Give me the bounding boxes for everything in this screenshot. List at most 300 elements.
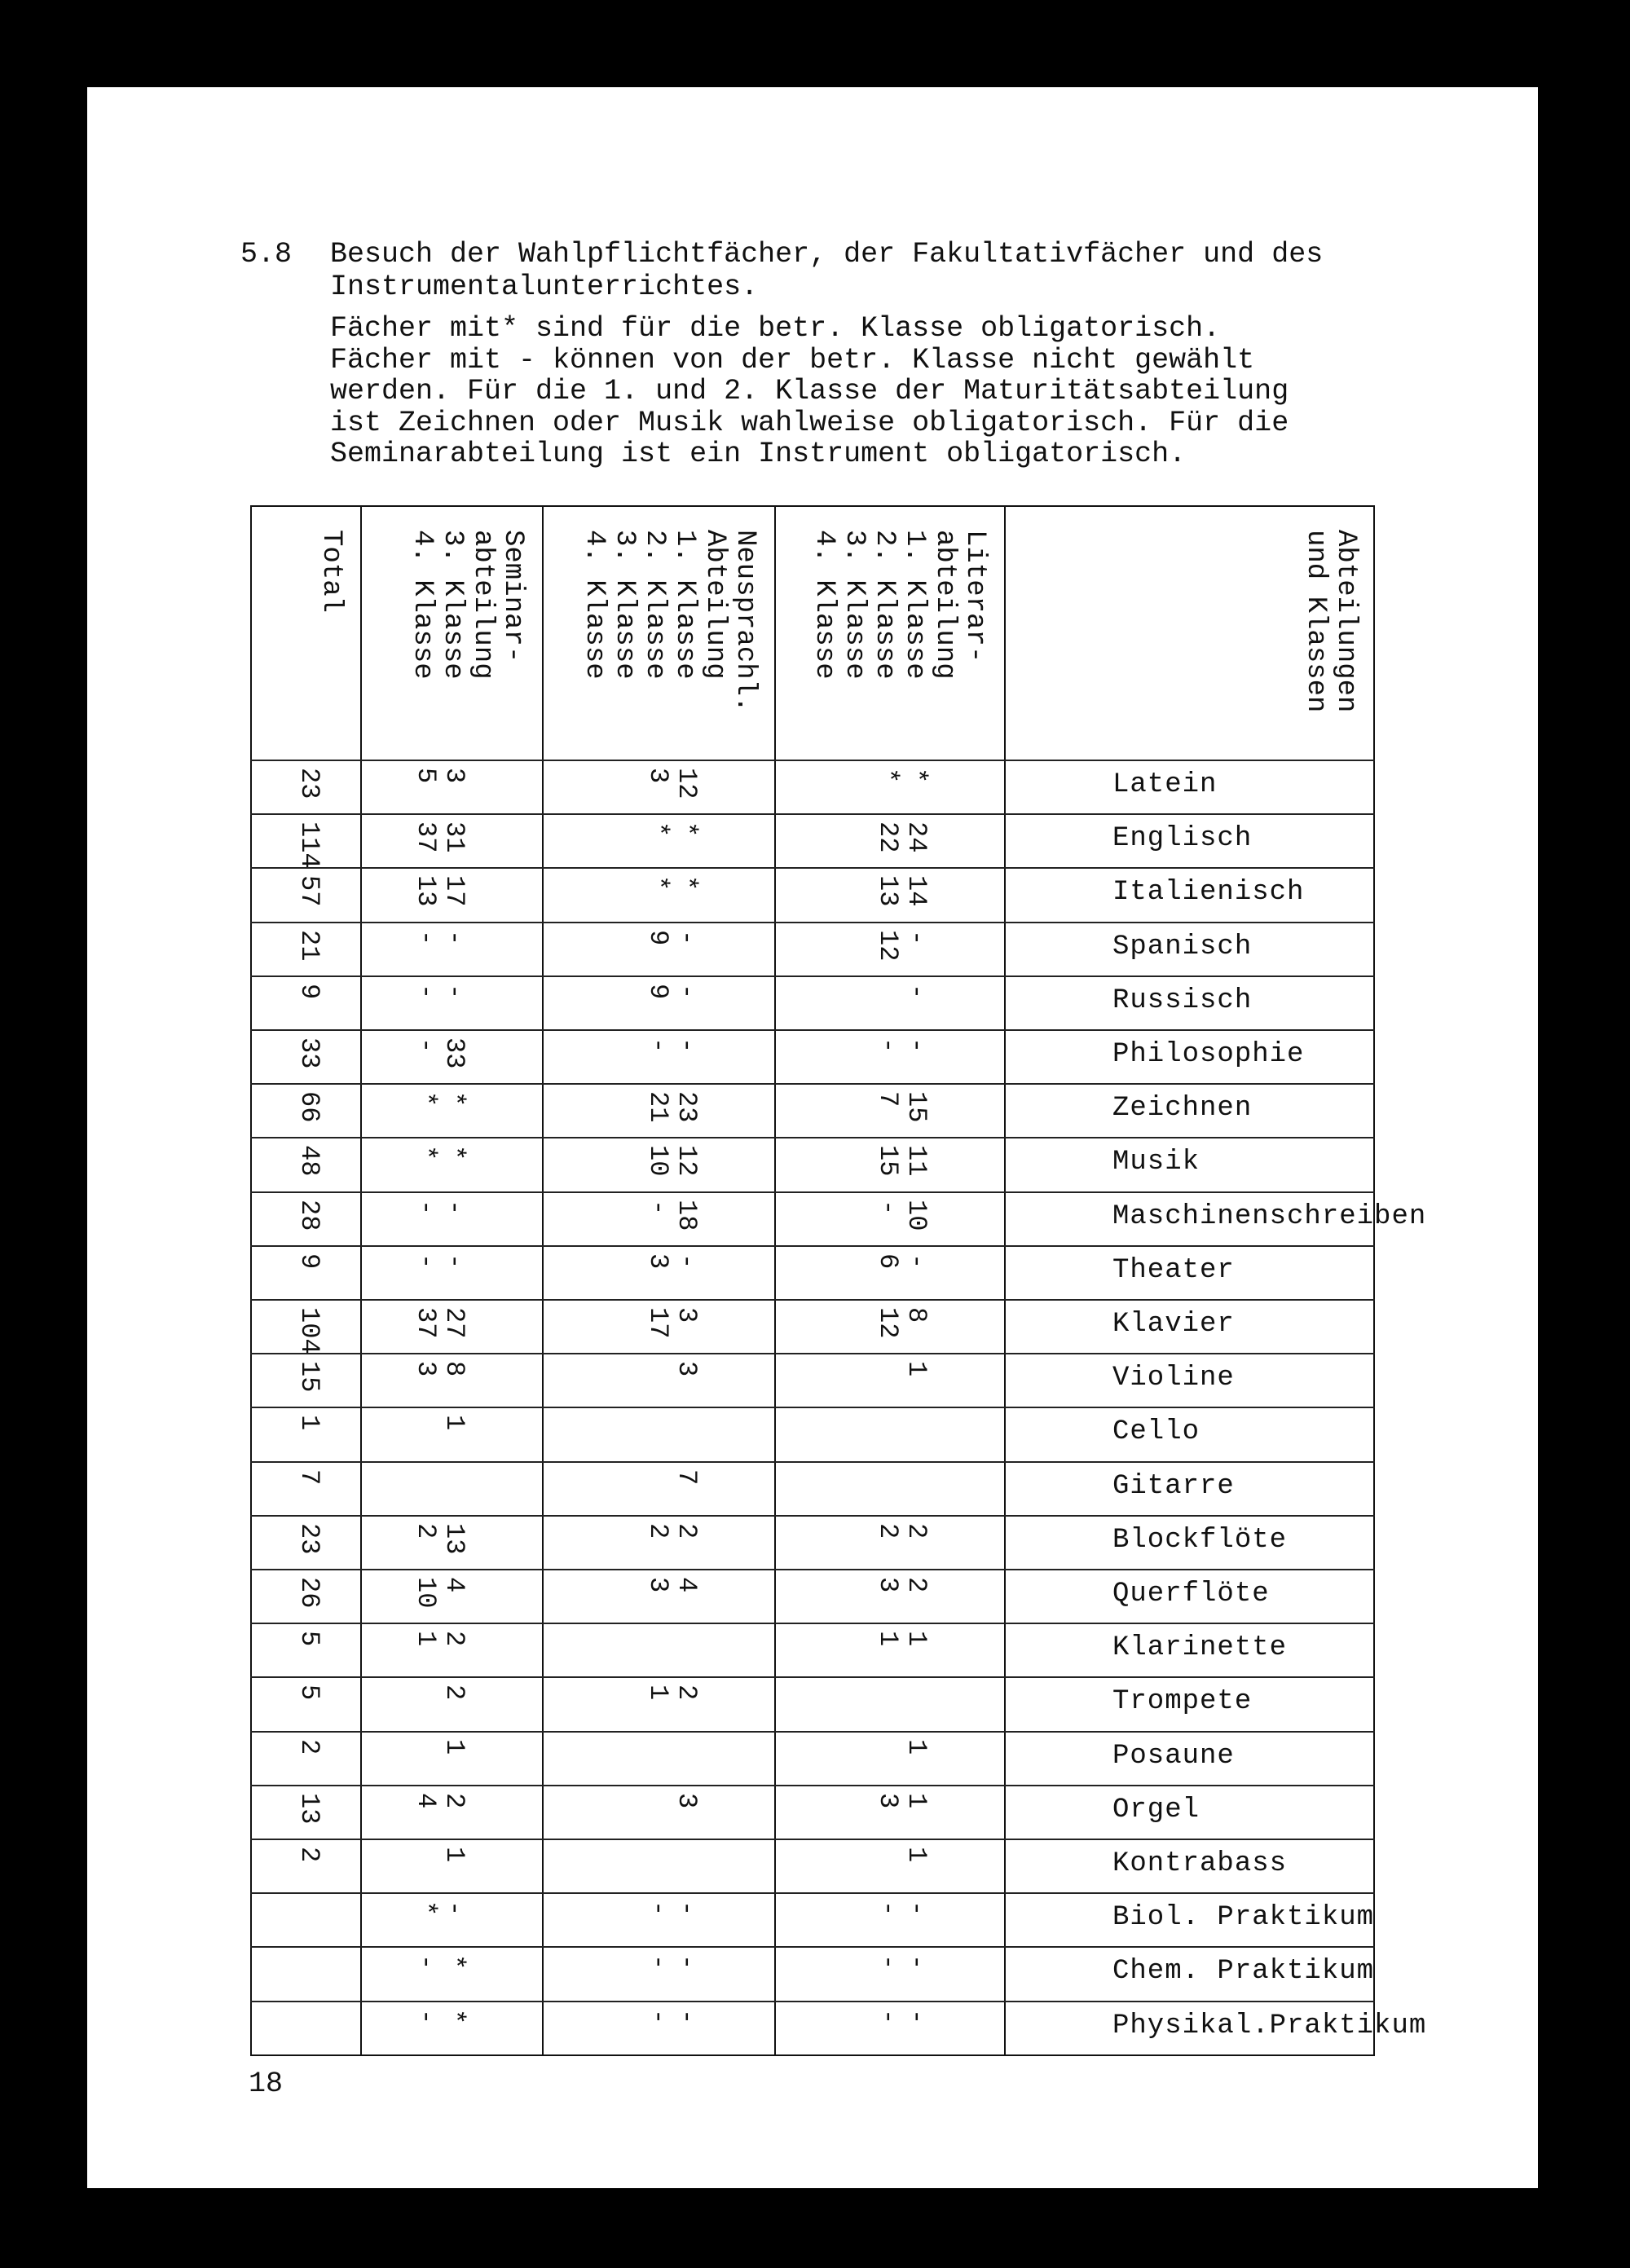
cell-value: 27 [439,1307,469,1339]
total-value [295,821,324,869]
cell-value: 13 [439,1522,469,1555]
cell-value: - [672,929,702,945]
cell-value: - [901,1954,932,1971]
cell-value: 23 [672,1091,702,1123]
seminar-values [412,1900,469,1916]
total-value [295,984,324,999]
subject-label: Spanisch [1112,931,1253,962]
literar-values [902,984,931,999]
cell-value: * [411,1145,441,1161]
total-value [295,875,324,906]
cell-value: - [411,1954,441,1971]
column-divider [774,505,776,2056]
row-divider [250,1946,1375,1948]
cell-value: - [901,983,932,999]
cell-value: 17 [439,875,469,907]
total-value [295,1739,324,1755]
cell-value: 37 [411,821,441,853]
total-value [295,768,324,799]
cell-value: 10 [411,1577,441,1609]
subject-label: Musik [1112,1147,1200,1178]
header-line: und Klassen [1300,530,1331,713]
cell-value: - [643,1900,673,1917]
literar-values [902,1361,931,1376]
cell-value: 2 [901,1522,932,1539]
row-divider [250,1569,1375,1570]
cell-value: 5 [411,768,441,784]
cell-value: 1 [439,1415,469,1431]
row-divider [250,975,1375,977]
cell-value: - [411,1253,441,1269]
subject-label: Orgel [1112,1794,1200,1825]
literar-values [874,1091,931,1122]
neusprachl-values [644,821,701,837]
total-value [295,1253,324,1269]
cell-value: 1 [439,1847,469,1863]
literar-values [902,1847,931,1862]
seminar-values [412,1577,469,1608]
cell-value: - [439,929,469,945]
cell-value: - [873,1199,903,1215]
cell-value: 37 [411,1307,441,1339]
section-number: 5.8 [240,238,293,271]
cell-value: 7 [873,1091,903,1108]
total-value [295,1631,324,1646]
header-line: Total [315,530,346,614]
cell-value: * [439,1145,469,1161]
cell-value: 6 [873,1253,903,1269]
total-value [295,1469,324,1485]
cell-value: 114 [294,821,324,869]
cell-value: 1 [901,1361,932,1377]
cell-value: 10 [901,1199,932,1231]
row-divider [250,1353,1375,1354]
total-value [295,1793,324,1824]
subject-label: Violine [1112,1363,1235,1394]
row-divider [250,1515,1375,1517]
cell-value: 12 [873,1307,903,1339]
literar-values [874,1954,931,1970]
literar-values [874,1631,931,1646]
cell-value: 13 [411,875,441,907]
cell-value: 15 [294,1361,324,1393]
header-line: Literar- [959,530,990,663]
subject-label: Russisch [1112,984,1253,1016]
cell-value: 2 [873,1522,903,1539]
literar-values [874,1200,931,1231]
cell-value: 9 [643,929,673,945]
subject-label: Gitarre [1112,1470,1235,1502]
neusprachl-values [644,1145,701,1176]
neusprachl-values [644,2009,701,2024]
header-line: 1. Klasse [899,530,930,680]
cell-value: - [901,1253,932,1269]
cell-value: 1 [411,1631,441,1647]
neusprachl-values [644,1253,701,1269]
subject-label: Englisch [1112,823,1253,855]
cell-value: * [873,768,903,784]
row-divider [250,1839,1375,1840]
row-divider [250,1623,1375,1624]
header-neusprachl [579,530,760,712]
cell-value: 2 [672,1684,702,1701]
cell-value: 31 [439,821,469,853]
cell-value: 26 [294,1577,324,1609]
intro-line: werden. Für die 1. und 2. Klasse der Maturitätsabteilung [330,375,1289,407]
literar-values [874,875,931,906]
header-total [315,530,346,613]
cell-value: 22 [873,821,903,853]
cell-value: 2 [439,1684,469,1701]
literar-values [874,768,931,783]
intro-line: Fächer mit* sind für die betr. Klasse obligatorisch. [330,312,1221,345]
table-border [250,2054,1375,2056]
cell-value: 104 [294,1307,324,1354]
cell-value: * [411,1091,441,1108]
cell-value: 1 [643,1684,673,1701]
cell-value: 17 [643,1307,673,1339]
subject-label: Philosophie [1112,1039,1305,1070]
header-line: 2. Klasse [639,530,670,680]
row-divider [250,1785,1375,1786]
cell-value: 3 [672,1792,702,1808]
header-line: 1. Klasse [669,530,700,680]
row-divider [250,1731,1375,1733]
total-value [295,1361,324,1392]
literar-values [874,2009,931,2024]
cell-value: 11 [901,1145,932,1177]
subject-label: Klarinette [1112,1632,1288,1664]
cell-value: 12 [672,768,702,799]
cell-value: - [643,2008,673,2024]
literar-values [874,1900,931,1916]
cell-value: 3 [643,1577,673,1593]
header-line: Abteilungen [1330,530,1361,713]
cell-value: 66 [294,1091,324,1123]
header-line: 4. Klasse [579,530,610,680]
cell-value: - [643,1037,673,1054]
cell-value: - [643,1199,673,1215]
cell-value: 24 [901,821,932,853]
seminar-values [412,1037,469,1068]
subject-label: Chem. Praktikum [1112,1956,1375,1988]
subject-label: Posaune [1112,1740,1235,1772]
cell-value: 28 [294,1199,324,1231]
intro-paragraph [330,313,1422,470]
row-divider [250,760,1375,761]
subject-label: Zeichnen [1112,1093,1253,1125]
row-divider [250,1083,1375,1085]
literar-values [902,1739,931,1755]
literar-values [874,821,931,852]
intro-line: Seminarabteilung ist ein Instrument obligatorisch. [330,438,1187,470]
subject-label: Cello [1112,1416,1200,1448]
cell-value: 21 [294,929,324,961]
subject-label: Physikal.Praktikum [1112,2010,1427,2041]
neusprachl-values [644,1954,701,1970]
cell-value: 13 [294,1792,324,1825]
section-title: Besuch der Wahlpflichtfächer, der Fakultativfächer und des Instrumentalunterrichtes. [330,238,1324,303]
header-subjects [1300,530,1360,712]
cell-value: 4 [672,1577,702,1593]
seminar-values [440,1415,469,1430]
cell-value: 2 [672,1522,702,1539]
cell-value: 1 [873,1631,903,1647]
cell-value: 57 [294,875,324,907]
neusprachl-values [644,1091,701,1122]
cell-value: - [439,983,469,999]
cell-value: 3 [643,768,673,784]
row-divider [250,867,1375,869]
seminar-values [412,930,469,945]
total-value [295,1523,324,1554]
seminar-values [412,768,469,783]
cell-value: 9 [294,983,324,999]
cell-value: 14 [901,875,932,907]
intro-line: ist Zeichnen oder Musik wahlweise obligatorisch. Für die [330,406,1289,439]
cell-value: - [643,1954,673,1971]
cell-value: - [672,1954,702,1971]
cell-value: 48 [294,1145,324,1177]
seminar-values [412,1361,469,1376]
column-divider [360,505,362,2056]
neusprachl-values [672,1361,701,1376]
cell-value: - [901,2008,932,2024]
cell-value: - [873,1900,903,1917]
header-line: Seminar- [497,530,528,663]
neusprachl-values [644,984,701,999]
row-divider [250,922,1375,923]
cell-value: 3 [873,1792,903,1808]
cell-value: - [873,1954,903,1971]
subject-label: Kontrabass [1112,1848,1288,1879]
subject-attendance-table [250,505,1427,2056]
header-seminar [407,530,527,680]
cell-value: 3 [873,1577,903,1593]
cell-value: 1 [901,1792,932,1808]
seminar-values [412,1523,469,1554]
row-divider [250,1245,1375,1247]
cell-value: - [411,1037,441,1054]
cell-value: * [439,2008,469,2024]
column-divider [1004,505,1006,2056]
seminar-values [412,1145,469,1160]
cell-value: 12 [672,1145,702,1177]
cell-value: 15 [873,1145,903,1177]
cell-value: - [439,1253,469,1269]
subject-label: Theater [1112,1254,1235,1286]
literar-values [874,1793,931,1808]
table-border [250,505,1375,507]
cell-value: - [672,1253,702,1269]
seminar-values [412,1307,469,1338]
cell-value: 2 [643,1522,673,1539]
cell-value: * [643,875,673,892]
subject-label: Querflöte [1112,1579,1270,1610]
row-divider [250,1299,1375,1301]
header-line: 4. Klasse [808,530,839,680]
subject-label: Maschinenschreiben [1112,1200,1427,1232]
cell-value: 23 [294,768,324,799]
seminar-values [412,984,469,999]
intro-line: Fächer mit - können von der betr. Klasse nicht gewählt [330,343,1255,377]
header-line: abteilung [467,530,498,680]
cell-value: 15 [901,1091,932,1123]
seminar-values [440,1684,469,1700]
seminar-values [440,1847,469,1862]
cell-value: 1 [439,1738,469,1755]
seminar-values [412,821,469,852]
neusprachl-values [644,1037,701,1053]
header-line: 4. Klasse [407,530,438,680]
cell-value: - [411,1199,441,1215]
cell-value: - [672,1037,702,1054]
cell-value: - [672,2008,702,2024]
header-line: 3. Klasse [839,530,870,680]
seminar-values [412,1253,469,1269]
neusprachl-values [672,1793,701,1808]
row-divider [250,813,1375,815]
subject-label: Italienisch [1112,877,1305,909]
total-value [295,1415,324,1430]
header-line: 3. Klasse [437,530,468,680]
table-border [1373,505,1375,2056]
header-line: abteilung [929,530,960,680]
cell-value: 2 [294,1738,324,1755]
cell-value: * [643,821,673,838]
subject-label: Klavier [1112,1309,1235,1340]
cell-value: 2 [439,1631,469,1647]
row-divider [250,1407,1375,1408]
cell-value: 9 [294,1253,324,1269]
literar-values [874,1307,931,1338]
neusprachl-values [644,1307,701,1338]
header-line: Abteilung [699,530,730,680]
neusprachl-values [644,875,701,891]
row-divider [250,1461,1375,1463]
total-value [295,1307,324,1354]
literar-values [874,930,931,961]
cell-value: 18 [672,1199,702,1231]
header-line: 2. Klasse [869,530,900,680]
cell-value: - [672,983,702,999]
neusprachl-values [644,768,701,799]
cell-value: 7 [294,1469,324,1485]
cell-value: 8 [439,1361,469,1377]
header-line: 3. Klasse [609,530,640,680]
literar-values [874,1145,931,1176]
cell-value: 2 [411,1522,441,1539]
cell-value: 2 [439,1792,469,1808]
seminar-values [412,1954,469,1970]
cell-value: 13 [873,875,903,907]
literar-values [874,1577,931,1592]
total-value [295,1847,324,1862]
literar-values [874,1253,931,1269]
seminar-values [440,1739,469,1755]
cell-value: 1 [901,1738,932,1755]
cell-value: * [672,875,702,892]
cell-value: 1 [294,1415,324,1431]
seminar-values [412,2009,469,2024]
neusprachl-values [644,1684,701,1700]
seminar-values [412,1091,469,1107]
header-line: Neusprachl. [729,530,760,713]
total-value [295,1200,324,1231]
cell-value: 1 [901,1631,932,1647]
cell-value: 8 [901,1307,932,1323]
neusprachl-values [644,930,701,945]
cell-value: 3 [672,1361,702,1377]
row-divider [250,1892,1375,1894]
cell-value: - [411,929,441,945]
cell-value: 33 [439,1037,469,1069]
cell-value: - [439,1900,469,1917]
total-value [295,930,324,961]
cell-value: 7 [672,1469,702,1485]
cell-value: - [873,1037,903,1054]
literar-values [874,1037,931,1053]
cell-value: 33 [294,1037,324,1069]
cell-value: 3 [439,768,469,784]
cell-value: * [672,821,702,838]
neusprachl-values [644,1577,701,1592]
seminar-values [412,1631,469,1646]
page-number: 18 [249,2068,284,2100]
cell-value: 4 [411,1792,441,1808]
table-border [250,505,252,2056]
cell-value: - [672,1900,702,1917]
neusprachl-values [672,1469,701,1485]
row-divider [250,1191,1375,1193]
cell-value: - [901,1037,932,1054]
subject-label: Latein [1112,769,1218,800]
cell-value: 3 [672,1307,702,1323]
total-value [295,1037,324,1068]
total-value [295,1684,324,1700]
cell-value: * [901,768,932,784]
neusprachl-values [644,1523,701,1539]
seminar-values [412,875,469,906]
row-divider [250,2001,1375,2002]
cell-value: 12 [873,929,903,961]
header-literar [808,530,989,680]
cell-value: - [439,1199,469,1215]
subject-label: Blockflöte [1112,1524,1288,1556]
literar-values [874,1523,931,1539]
row-divider [250,1029,1375,1031]
cell-value: 21 [643,1091,673,1123]
cell-value: 3 [411,1361,441,1377]
cell-value: 3 [643,1253,673,1269]
cell-value: 4 [439,1577,469,1593]
cell-value: 23 [294,1522,324,1555]
cell-value: 2 [901,1577,932,1593]
document-page [87,87,1538,2188]
cell-value: 5 [294,1684,324,1701]
row-divider [250,1676,1375,1678]
cell-value: * [439,1091,469,1108]
seminar-values [412,1793,469,1808]
total-value [295,1145,324,1176]
cell-value: 5 [294,1631,324,1647]
total-value [295,1091,324,1122]
cell-value: - [901,1900,932,1917]
cell-value: * [439,1954,469,1971]
seminar-values [412,1200,469,1215]
cell-value: - [901,929,932,945]
cell-value: * [411,1900,441,1917]
